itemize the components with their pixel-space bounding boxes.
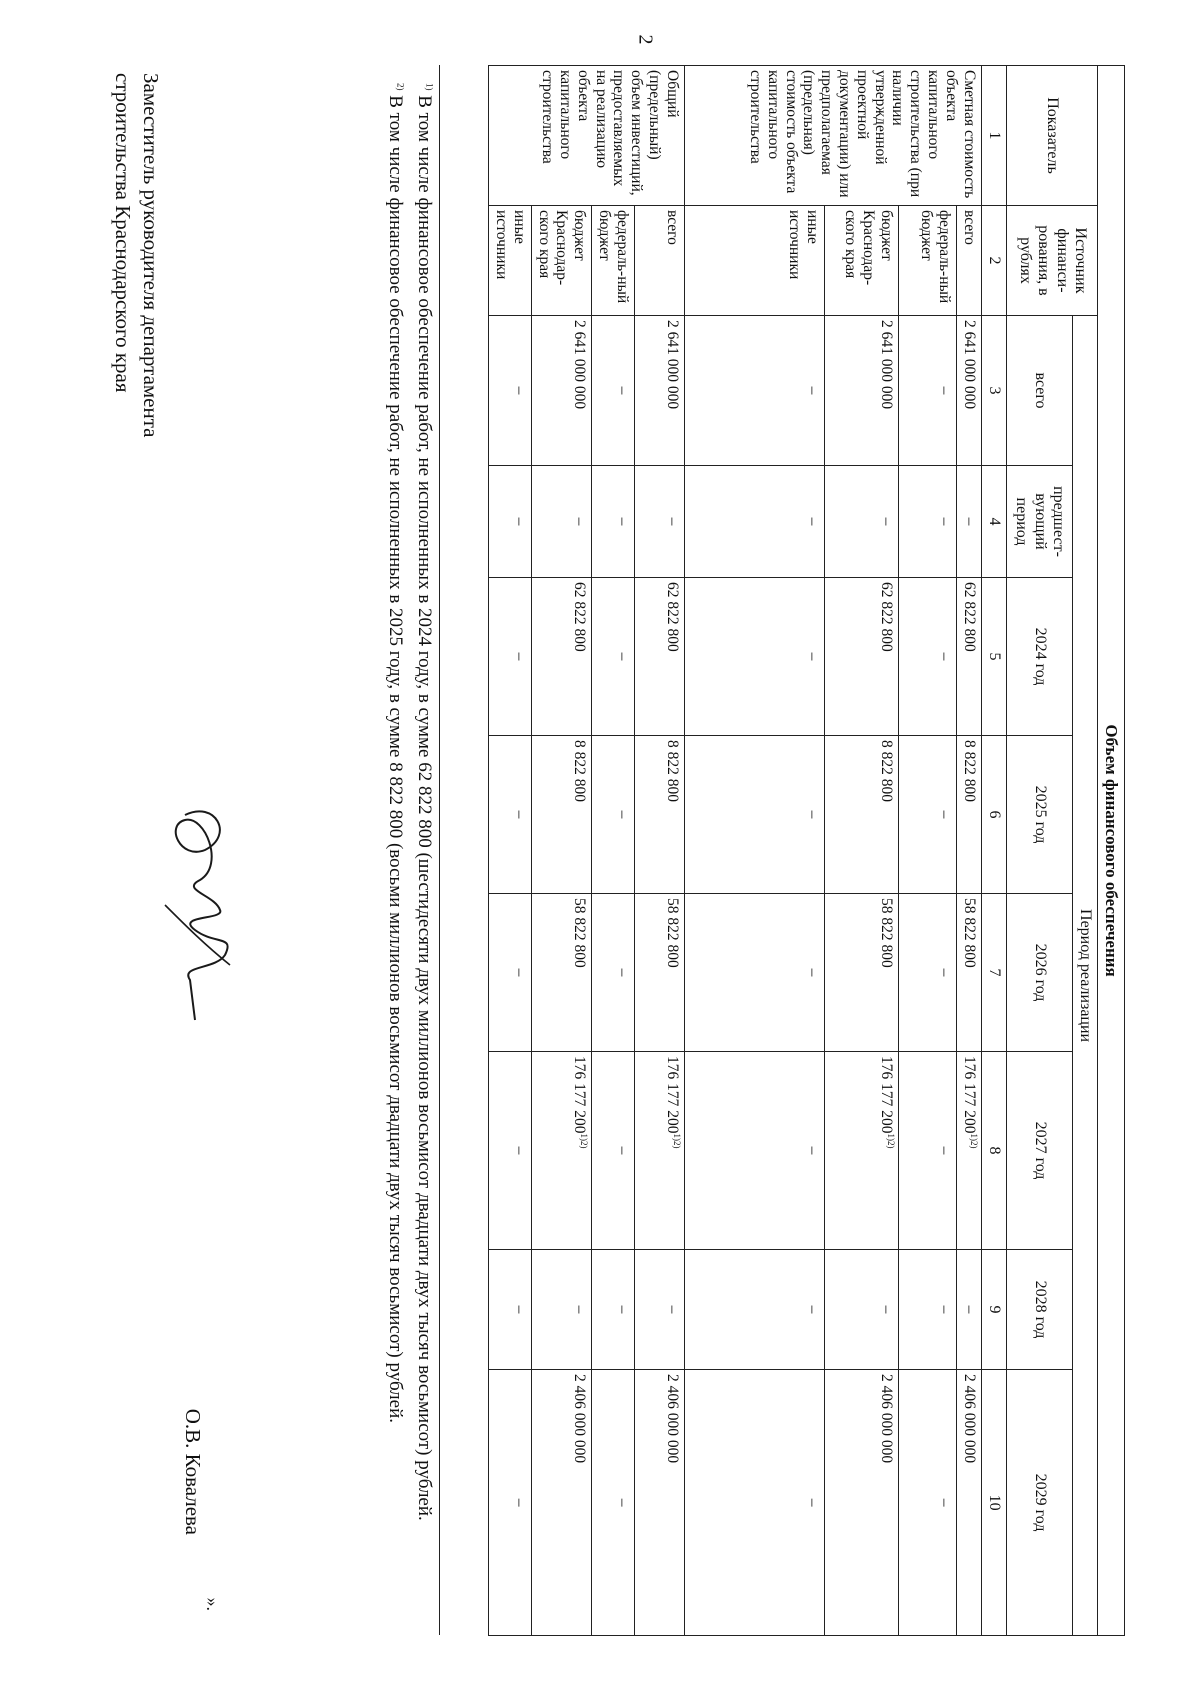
col-number: 3 [981, 316, 1006, 466]
table-row [684, 66, 824, 1636]
value-cell: – [531, 1250, 591, 1370]
footnote-text: В том числе финансовое обеспечение работ, не исполненных в 2024 году, в сумме 62 822 800 (шестидесяти двух миллионов восьмисот двадцати двух тысяч восьмисот) рублей. [414, 95, 435, 1521]
col-number: 8 [981, 1052, 1006, 1250]
value-cell: – [489, 1370, 532, 1636]
col-number: 4 [981, 466, 1006, 578]
footnote-ref: 1)2) [968, 1133, 979, 1149]
footnotes [380, 65, 440, 1635]
prev-cell: – [531, 466, 591, 578]
table-row [898, 66, 956, 1636]
total-cell: 2 641 000 000 [634, 316, 684, 466]
closing-quote: ». [203, 1597, 223, 1611]
value-cell: – [634, 1250, 684, 1370]
prev-cell: – [956, 466, 981, 578]
source-header: Источник финанси-рования, в рублях [1007, 206, 1098, 316]
value-cell: – [898, 736, 956, 894]
value-cell: 8 822 800 [956, 736, 981, 894]
value-cell: 62 822 800 [824, 578, 898, 736]
value-cell: – [592, 578, 635, 736]
value-cell: – [592, 1052, 635, 1250]
value-cell [956, 1052, 981, 1250]
value-cell: 62 822 800 [531, 578, 591, 736]
year-header: 2025 год [1007, 736, 1073, 894]
value-cell: – [592, 894, 635, 1052]
footnote-ref: 1)2) [579, 1133, 590, 1149]
signatory-position [108, 73, 165, 438]
value-cell: – [489, 1250, 532, 1370]
source-cell: федераль-ный бюджет [898, 206, 956, 316]
source-cell: бюджет Краснодар-ского края [531, 206, 591, 316]
total-header: всего [1007, 316, 1073, 466]
page-number: 2 [634, 34, 657, 45]
col-number: 1 [981, 66, 1006, 206]
value-cell: – [489, 894, 532, 1052]
value-text: 176 177 200 [960, 1056, 978, 1134]
value-cell: – [684, 1052, 824, 1250]
value-cell: – [898, 1052, 956, 1250]
value-cell: – [956, 1250, 981, 1370]
value-cell: – [898, 894, 956, 1052]
value-cell: – [489, 736, 532, 894]
value-cell: 62 822 800 [956, 578, 981, 736]
prev-cell: – [684, 466, 824, 578]
footnote [380, 65, 409, 1635]
footnote-text: В том числе финансовое обеспечение работ, не исполненных в 2025 году, в сумме 8 822 800 (восьми миллионов восьмисот двадцати двух тысяч восьмисот) рублей. [384, 95, 406, 1423]
year-header: 2028 год [1007, 1250, 1073, 1370]
value-cell: – [898, 578, 956, 736]
table-row [592, 66, 635, 1636]
col-number: 5 [981, 578, 1006, 736]
financing-table [488, 65, 1125, 1636]
total-cell: – [592, 316, 635, 466]
footnote-mark: 1) [424, 83, 435, 91]
total-cell: 2 641 000 000 [531, 316, 591, 466]
footnote [410, 65, 439, 1635]
handwritten-signature [145, 795, 255, 1025]
value-text: 176 177 200 [663, 1056, 681, 1134]
value-text: 176 177 200 [877, 1056, 895, 1134]
source-cell: иные источники [684, 206, 824, 316]
prev-cell: – [634, 466, 684, 578]
signature-block [75, 65, 223, 1635]
source-cell: иные источники [489, 206, 532, 316]
value-text: 176 177 200 [571, 1056, 589, 1134]
table-row [824, 66, 898, 1636]
value-cell [634, 1052, 684, 1250]
value-cell: – [684, 894, 824, 1052]
table-row [531, 66, 591, 1636]
signatory-name: О.В. Ковалева [181, 1408, 205, 1535]
source-cell: всего [634, 206, 684, 316]
value-cell: – [684, 1250, 824, 1370]
prev-cell: – [489, 466, 532, 578]
value-cell [531, 1052, 591, 1250]
col-number: 9 [981, 1250, 1006, 1370]
total-cell: 2 641 000 000 [824, 316, 898, 466]
value-cell: 62 822 800 [634, 578, 684, 736]
table-row [634, 66, 684, 1636]
source-cell: всего [956, 206, 981, 316]
value-cell: – [489, 578, 532, 736]
value-cell: – [684, 736, 824, 894]
table-row [956, 66, 981, 1636]
value-cell: 58 822 800 [634, 894, 684, 1052]
source-cell: федераль-ный бюджет [592, 206, 635, 316]
value-cell [824, 1052, 898, 1250]
footnote-ref: 1)2) [672, 1133, 683, 1149]
value-cell: – [898, 1370, 956, 1636]
value-cell: – [824, 1250, 898, 1370]
source-cell: бюджет Краснодар-ского края [824, 206, 898, 316]
value-cell: 2 406 000 000 [634, 1370, 684, 1636]
total-cell: – [489, 316, 532, 466]
col-number: 7 [981, 894, 1006, 1052]
position-line: строительства Краснодарского края [110, 73, 135, 393]
value-cell: – [898, 1250, 956, 1370]
value-cell: 8 822 800 [824, 736, 898, 894]
year-header: 2026 год [1007, 894, 1073, 1052]
total-cell: – [684, 316, 824, 466]
value-cell: 58 822 800 [531, 894, 591, 1052]
value-cell: – [489, 1052, 532, 1250]
value-cell: 2 406 000 000 [824, 1370, 898, 1636]
footnote-ref: 1)2) [886, 1133, 897, 1149]
total-cell: 2 641 000 000 [956, 316, 981, 466]
prev-period-header: предшест-вующий период [1007, 466, 1073, 578]
value-cell: – [684, 1370, 824, 1636]
value-cell: 2 406 000 000 [956, 1370, 981, 1636]
col-number: 10 [981, 1370, 1006, 1636]
table-row [489, 66, 532, 1636]
value-cell: 58 822 800 [956, 894, 981, 1052]
rotated-content [65, 65, 1135, 1635]
prev-cell: – [898, 466, 956, 578]
prev-cell: – [592, 466, 635, 578]
col-number: 6 [981, 736, 1006, 894]
total-cell: – [898, 316, 956, 466]
footnote-mark: 2) [394, 83, 405, 91]
indicator-cell: Сметная стоимость объекта капитального строительства (при наличии утвержденной проектной документации) или предполагаемая (предельная) стоимость объекта капитального строительства [684, 66, 981, 206]
value-cell: 58 822 800 [824, 894, 898, 1052]
indicator-cell: Общий (предельный) объем инвестиций, предоставляемых на реализацию объекта капитального строительства [489, 66, 685, 206]
value-cell: – [592, 736, 635, 894]
position-line: Заместитель руководителя департамента [139, 73, 163, 438]
value-cell: 8 822 800 [634, 736, 684, 894]
value-cell: 2 406 000 000 [531, 1370, 591, 1636]
value-cell: – [592, 1250, 635, 1370]
value-cell: – [684, 578, 824, 736]
value-cell: 8 822 800 [531, 736, 591, 894]
prev-cell: – [824, 466, 898, 578]
indicator-header: Показатель [1007, 66, 1098, 206]
value-cell: – [592, 1370, 635, 1636]
year-header: 2029 год [1007, 1370, 1073, 1636]
main-header: Объем финансового обеспечения [1098, 66, 1125, 1636]
col-number: 2 [981, 206, 1006, 316]
year-header: 2027 год [1007, 1052, 1073, 1250]
year-header: 2024 год [1007, 578, 1073, 736]
period-header: Период реализации [1073, 316, 1098, 1636]
